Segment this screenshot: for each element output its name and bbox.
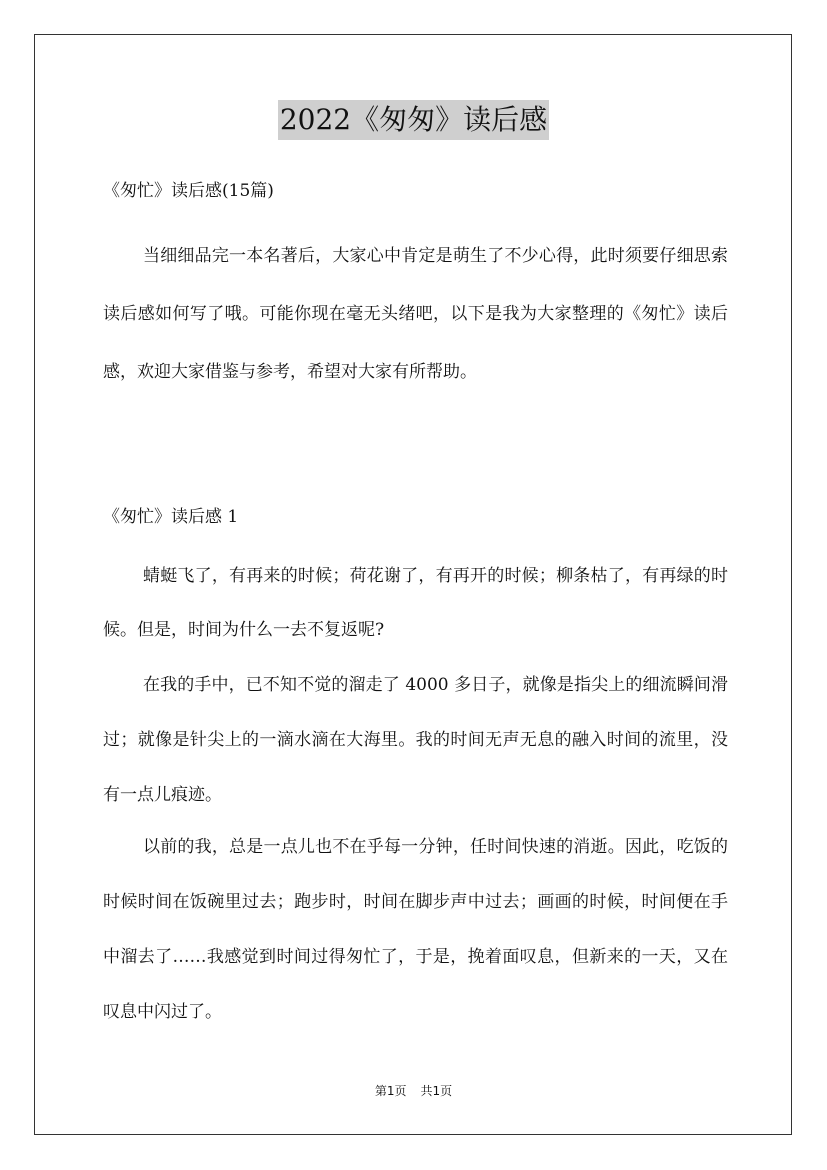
document-title-block (0, 100, 827, 140)
page-footer (0, 1082, 827, 1100)
document-subtitle: 《匆忙》读后感(15篇) (103, 181, 274, 201)
intro-paragraph: 当细细品完一本名著后，大家心中肯定是萌生了不少心得，此时须要仔细思索读后感如何写了哦。可能你现在毫无头绪吧，以下是我为大家整理的《匆忙》读后感，欢迎大家借鉴与参考，希望对大家有所帮助。 (103, 246, 728, 382)
page-total: 共1页 (420, 1084, 453, 1098)
body-paragraph: 蜻蜓飞了，有再来的时候；荷花谢了，有再开的时候；柳条枯了，有再绿的时候。但是，时间为什么一去不复返呢? (103, 566, 728, 640)
section-heading: 《匆忙》读后感 1 (103, 507, 239, 527)
body-paragraph: 在我的手中，已不知不觉的溜走了 4000 多日子，就像是指尖上的细流瞬间滑过；就像是针尖上的一滴水滴在大海里。我的时间无声无息的融入时间的流里，没有一点儿痕迹。 (103, 675, 728, 805)
document-title: 2022《匆匆》读后感 (278, 100, 549, 140)
body-paragraph: 以前的我，总是一点儿也不在乎每一分钟，任时间快速的消逝。因此，吃饭的时候时间在饭碗里过去；跑步时，时间在脚步声中过去；画画的时候，时间便在手中溜去了……我感觉到时间过得匆忙了，于是，挽着面叹息，但新来的一天，又在叹息中闪过了。 (103, 837, 728, 1022)
page-number: 第1页 (374, 1084, 407, 1098)
